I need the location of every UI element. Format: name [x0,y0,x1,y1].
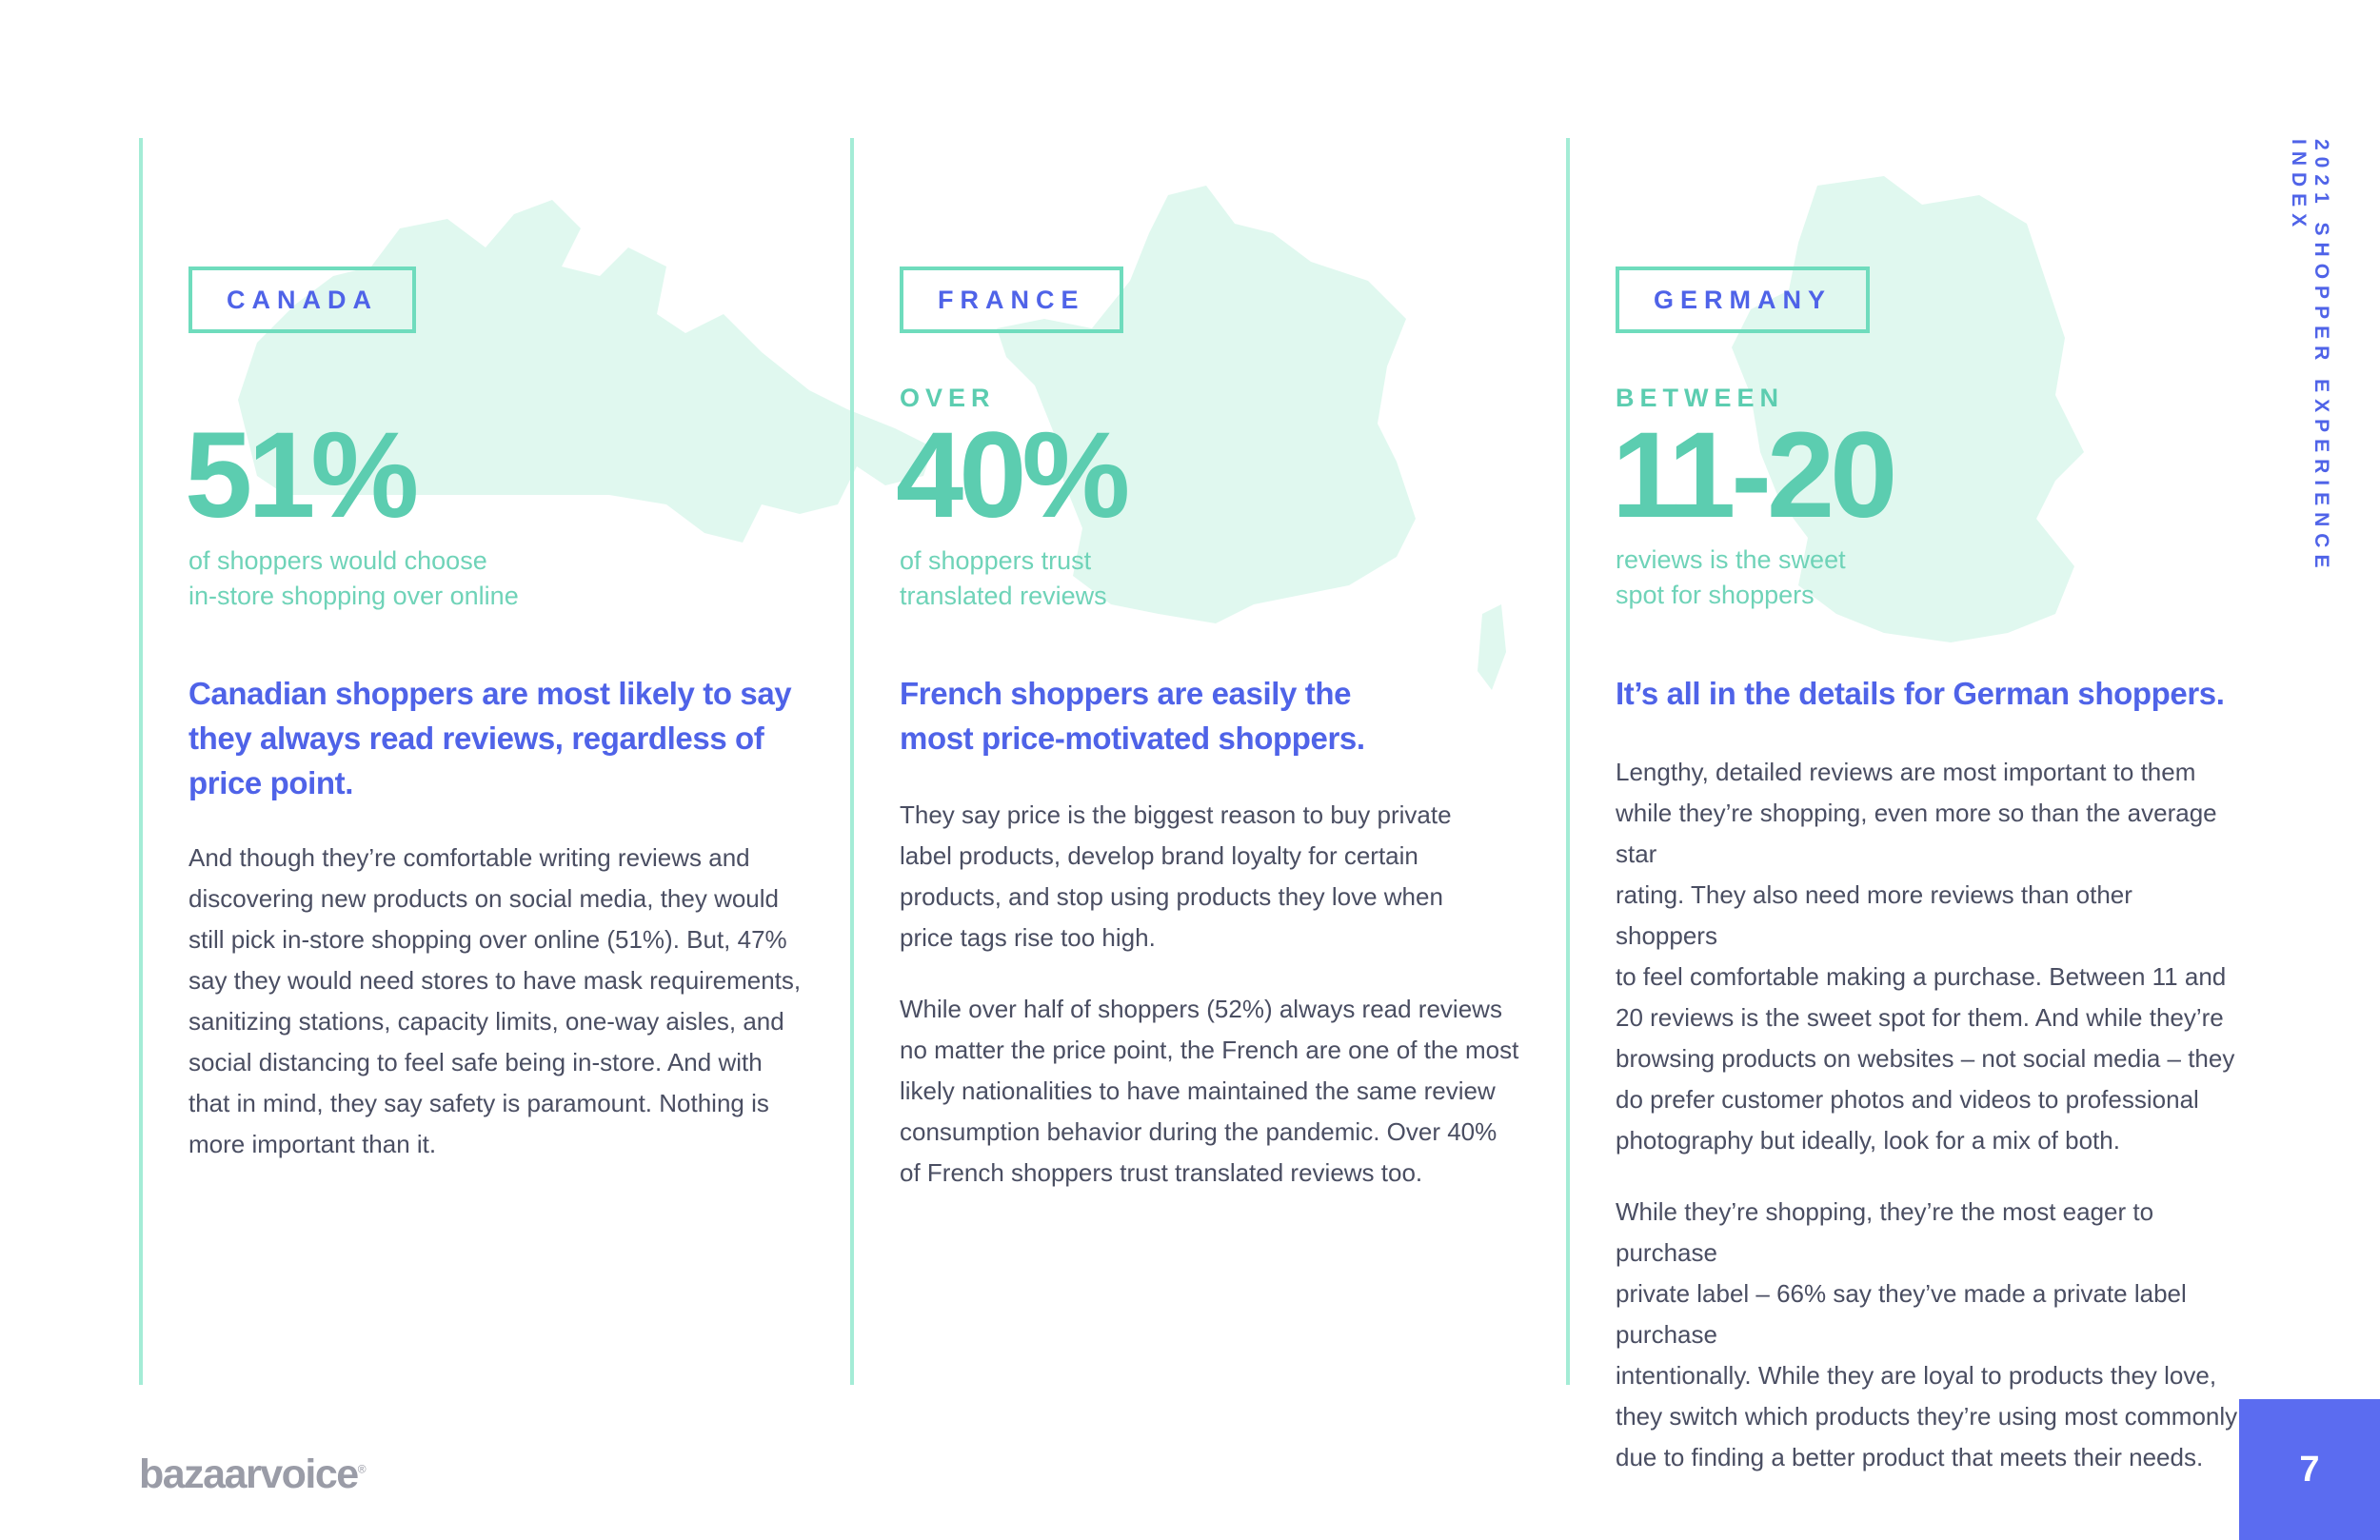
body-copy [188,838,812,1195]
body-line: that in mind, they say safety is paramount. Nothing is [188,1089,769,1117]
stat-caption-line: translated reviews [900,582,1107,610]
body-line: intentionally. While they are loyal to products they love, [1616,1361,2217,1390]
body-line: to feel comfortable making a purchase. Between 11 and [1616,962,2227,991]
body-line: say they would need stores to have mask requirements, [188,966,802,995]
body-line: products, and stop using products they love when [900,882,1443,911]
body-line: And though they’re comfortable writing reviews and [188,843,750,872]
body-line: rating. They also need more reviews than other shoppers [1616,880,2132,950]
body-line: likely nationalities to have maintained the same review [900,1076,1496,1105]
body-line: do prefer customer photos and videos to professional [1616,1085,2199,1114]
body-line: sanitizing stations, capacity limits, one-way aisles, and [188,1007,784,1036]
body-paragraph [1616,752,2239,1161]
body-line: while they’re shopping, even more so than the average star [1616,799,2217,868]
body-line: private label – 66% say they’ve made a private label purchase [1616,1279,2187,1349]
body-copy [900,795,1523,1224]
body-line: of French shoppers trust translated reviews too. [900,1158,1423,1187]
page-number-box [2239,1399,2380,1540]
body-line: discovering new products on social media, they would [188,884,780,913]
body-line: While over half of shoppers (52%) always read reviews [900,995,1502,1023]
stat-caption [1616,543,2149,613]
stat-value: 11-20 [1612,407,1894,543]
stat-qualifier: BETWEEN [1616,384,1784,412]
section-headline [900,671,1528,760]
report-title-vertical: 2021 SHOPPER EXPERIENCE INDEX [2288,139,2332,575]
body-line: still pick in-store shopping over online (51%). But, 47% [188,925,787,954]
body-line: they switch which products they’re using most commonly [1616,1402,2238,1431]
section-headline [188,671,817,805]
body-paragraph [1616,1192,2239,1478]
registered-mark: ® [357,1462,366,1476]
stat-caption [188,543,722,614]
column-canada [139,138,828,1385]
stat-qualifier: OVER [900,384,996,412]
column-france [850,138,1539,1385]
headline-line: most price-motivated shoppers. [900,721,1365,756]
body-line: Lengthy, detailed reviews are most important to them [1616,758,2196,786]
headline-line: price point. [188,765,354,800]
body-paragraph [900,989,1523,1194]
body-line: price tags rise too high. [900,923,1156,952]
country-tag: GERMANY [1616,267,1870,333]
stat-value: 51% [185,407,415,543]
stat-caption-line: of shoppers would choose [188,546,487,575]
body-line: While they’re shopping, they’re the most eager to purchase [1616,1197,2154,1267]
section-headline [1616,671,2244,716]
page-number: 7 [2299,1449,2320,1490]
body-line: social distancing to feel safe being in-store. And with [188,1048,763,1076]
stat-caption-line: in-store shopping over online [188,582,519,610]
stat-caption-line: of shoppers trust [900,546,1092,575]
body-line: They say price is the biggest reason to buy private [900,800,1452,829]
body-copy [1616,752,2239,1509]
bazaarvoice-logo [139,1451,365,1498]
logo-wordmark: bazaarvoice [139,1451,358,1497]
country-tag: CANADA [188,267,416,333]
stat-caption-line: spot for shoppers [1616,581,1815,609]
body-line: 20 reviews is the sweet spot for them. And while they’re [1616,1003,2224,1032]
body-line: no matter the price point, the French are one of the most [900,1036,1519,1064]
body-paragraph [188,838,812,1165]
headline-line: they always read reviews, regardless of [188,721,764,756]
stat-caption [900,543,1433,614]
body-line: label products, develop brand loyalty for certain [900,841,1418,870]
column-germany [1566,138,2255,1471]
stat-value: 40% [896,407,1126,543]
body-line: consumption behavior during the pandemic. Over 40% [900,1117,1497,1146]
country-tag: FRANCE [900,267,1123,333]
body-paragraph [900,795,1523,958]
headline-line: French shoppers are easily the [900,676,1352,711]
body-line: browsing products on websites – not social media – they [1616,1044,2235,1073]
stat-caption-line: reviews is the sweet [1616,545,1846,574]
body-line: photography but ideally, look for a mix of both. [1616,1126,2120,1155]
headline-line: Canadian shoppers are most likely to say [188,676,792,711]
headline-line: It’s all in the details for German shoppers. [1616,676,2225,711]
body-line: more important than it. [188,1130,437,1158]
body-line: due to finding a better product that meets their needs. [1616,1443,2204,1471]
